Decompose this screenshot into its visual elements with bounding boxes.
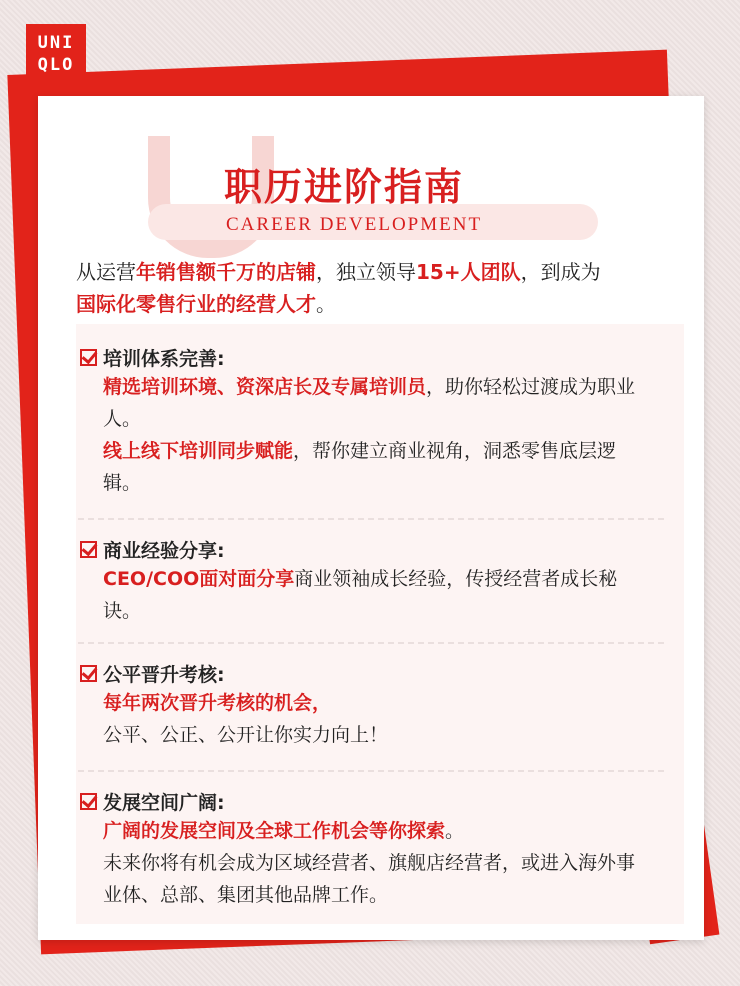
highlight-text: 精选培训环境、资深店长及专属培训员 (103, 376, 427, 398)
body-text: 商业领袖成长经验，传授经营者成长秘诀。 (103, 568, 618, 622)
section-heading (80, 788, 650, 815)
section-experience (80, 536, 650, 627)
intro-highlight-3: 国际化零售行业的经营人才 (76, 292, 316, 316)
dashed-divider (78, 642, 664, 644)
section-heading (80, 536, 650, 563)
section-paragraph (80, 563, 650, 627)
body-text: ，助你轻松过渡成为职业人。 (103, 376, 636, 430)
highlight-text: 广阔的发展空间及全球工作机会等你探索 (103, 820, 446, 842)
section-title: 培训体系完善: (103, 348, 225, 370)
section-paragraph (80, 435, 650, 499)
section-paragraph (80, 719, 650, 751)
intro-text-2: ，独立领导 (316, 260, 416, 284)
intro-text-3: ，到成为 (520, 260, 601, 284)
page-title: 职历进阶指南 (224, 164, 465, 209)
section-title: 公平晋升考核: (103, 664, 225, 686)
dashed-divider (78, 518, 664, 520)
page-subtitle: CAREER DEVELOPMENT (226, 214, 483, 235)
section-title: 商业经验分享: (103, 540, 225, 562)
body-text: 未来你将有机会成为区域经营者、旗舰店经营者，或进入海外事业体、总部、集团其他品牌工作。 (103, 852, 636, 906)
section-paragraph (80, 371, 650, 435)
intro-text-1: 从运营 (76, 260, 136, 284)
body-text: 。 (445, 820, 465, 842)
section-paragraph (80, 687, 650, 719)
dashed-divider (78, 770, 664, 772)
intro-highlight-2: 15+人团队 (416, 260, 521, 284)
checkbox-icon (80, 349, 97, 366)
uniqlo-logo (26, 24, 86, 84)
section-heading (80, 660, 650, 687)
section-growth (80, 788, 650, 911)
body-text: ，帮你建立商业视角，洞悉零售底层逻辑。 (103, 440, 617, 494)
checkbox-icon (80, 541, 97, 558)
section-heading (80, 344, 650, 371)
section-training (80, 344, 650, 499)
section-paragraph (80, 847, 650, 911)
highlight-text: CEO/COO面对面分享 (103, 568, 295, 590)
logo-line-2: QLO (37, 55, 75, 75)
checkbox-icon (80, 665, 97, 682)
intro-text-4: 。 (316, 292, 336, 316)
highlight-text: 线上线下培训同步赋能 (103, 440, 294, 462)
section-paragraph (80, 815, 650, 847)
logo-line-1: UNI (37, 33, 75, 53)
checkbox-icon (80, 793, 97, 810)
section-title: 发展空间广阔: (103, 792, 225, 814)
intro-paragraph (76, 256, 676, 320)
body-text: 公平、公正、公开让你实力向上！ (103, 724, 389, 746)
section-promotion (80, 660, 650, 751)
highlight-text: 每年两次晋升考核的机会， (103, 692, 332, 714)
content-card (38, 96, 704, 940)
intro-highlight-1: 年销售额千万的店铺 (136, 260, 316, 284)
